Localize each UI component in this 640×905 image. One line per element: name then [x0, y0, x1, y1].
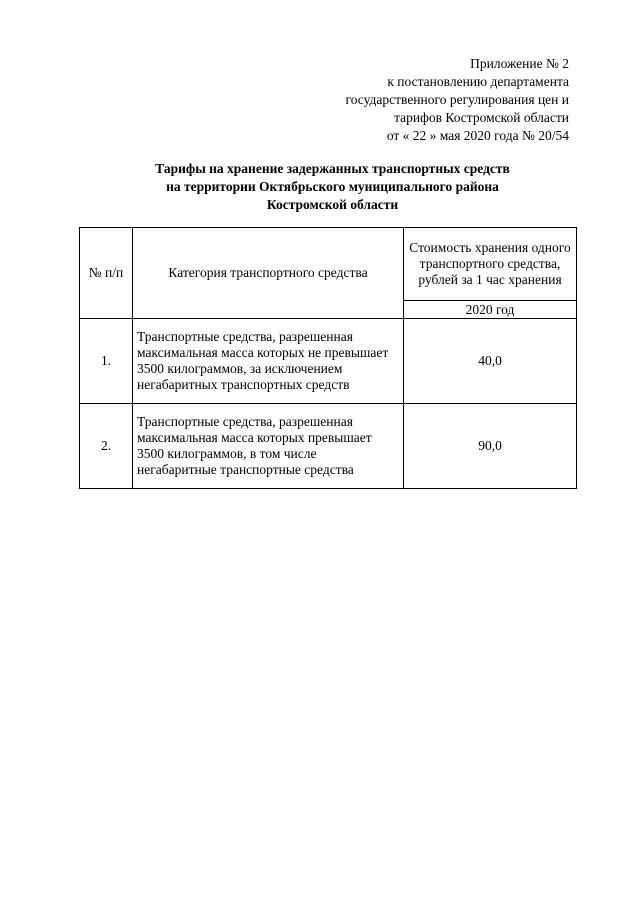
header-category: Категория транспортного средства: [133, 228, 404, 319]
title-line-3: Костромской области: [266, 197, 399, 212]
appendix-department-line: государственного регулирования цен и: [345, 92, 569, 107]
table-row: [80, 319, 577, 404]
appendix-resolution-line: к постановлению департамента: [387, 74, 569, 89]
row-category: Транспортные средства, разрешенная максимальная масса которых не превышает 3500 килограммов, за исключением негабаритных транспортных средств: [133, 319, 404, 404]
appendix-date-number: от « 22 » мая 2020 года № 20/54: [386, 128, 569, 143]
row-cost: 90,0: [404, 404, 577, 489]
appendix-number: Приложение № 2: [470, 56, 569, 71]
title-line-1: Тарифы на хранение задержанных транспортных средств: [155, 161, 510, 176]
row-category: Транспортные средства, разрешенная максимальная масса которых превышает 3500 килограммов, в том числе негабаритные транспортные средства: [133, 404, 404, 489]
row-number: 2.: [80, 404, 133, 489]
appendix-header: [346, 55, 569, 145]
document-title: [80, 160, 585, 214]
tariffs-table: [79, 227, 577, 489]
table-row: [80, 404, 577, 489]
row-number: 1.: [80, 319, 133, 404]
table-header-row: [80, 228, 577, 301]
appendix-region-line: тарифов Костромской области: [394, 110, 569, 125]
title-line-2: на территории Октябрьского муниципального района: [166, 179, 499, 194]
header-year: 2020 год: [404, 301, 577, 319]
header-number: № п/п: [80, 228, 133, 319]
header-cost: Стоимость хранения одного транспортного средства, рублей за 1 час хранения: [404, 228, 577, 301]
row-cost: 40,0: [404, 319, 577, 404]
